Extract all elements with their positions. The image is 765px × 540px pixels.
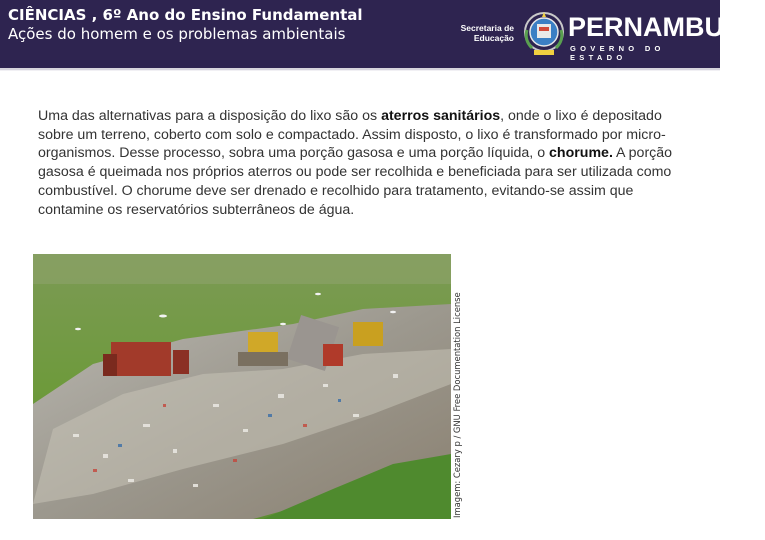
slide-title xyxy=(8,6,363,44)
term-chorume: chorume. xyxy=(549,145,613,162)
body-text-part2: , onde o lixo é depositado sobre um terreno, coberto com solo e compactado. Assim disposto, o lixo é transformado por micro-organismos. Desse processo, sobra uma porção gasosa e uma porção líquida, o xyxy=(38,108,666,162)
term-aterros-sanitarios: aterros sanitários xyxy=(381,108,501,124)
secretaria-label xyxy=(452,23,514,43)
body-paragraph xyxy=(38,107,678,219)
header-divider-light xyxy=(0,70,720,71)
pernambuco-coat-of-arms-icon xyxy=(522,10,566,58)
slide-title-topic: Ações do homem e os problemas ambientais xyxy=(8,25,346,43)
landfill-photo xyxy=(33,254,451,519)
brand-subtitle: GOVERNO DO ESTADO xyxy=(570,44,665,62)
secretaria-line1: Secretaria de xyxy=(460,23,514,33)
brand-wordmark: PERNAMBUCO xyxy=(568,12,765,42)
body-text-part3: A porção gasosa é queimada nos próprios aterros ou pode ser recolhida e beneficiada para ser utilizada como combustível. O chorume deve ser drenado e recolhido para tratamento, evitando-se assim que contamine os reservatórios subterrâneos de água. xyxy=(38,145,673,218)
body-text-part1: Uma das alternativas para a disposição do lixo são os xyxy=(38,108,382,124)
image-credit: Imagem: Cezary p / GNU Free Documentation License xyxy=(452,292,462,518)
government-logo xyxy=(452,8,765,62)
slide-title-subject: CIÊNCIAS , 6º Ano do Ensino Fundamental xyxy=(8,6,363,24)
secretaria-line2: Educação xyxy=(473,33,514,43)
slide-header xyxy=(0,0,765,68)
